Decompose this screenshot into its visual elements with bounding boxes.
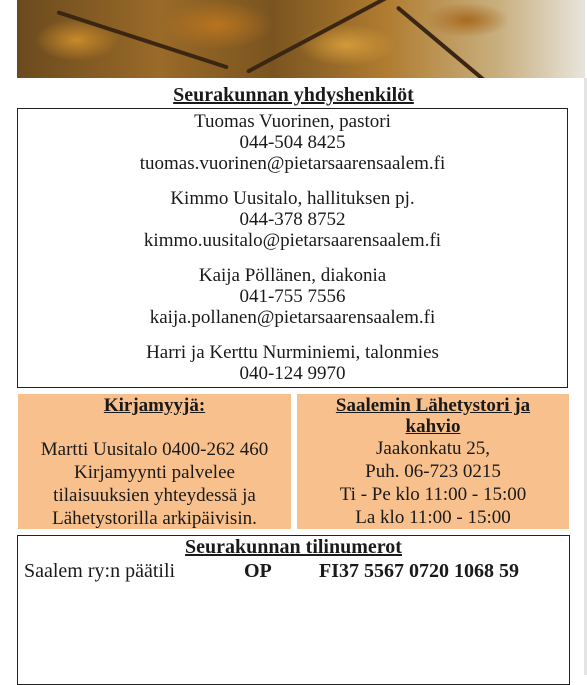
bookseller-line: Lähetystorilla arkipäivisin. (52, 508, 257, 529)
account-iban: FI37 5567 0720 1068 59 (319, 560, 519, 582)
bookseller-line: tilaisuuksien yhteydessä ja (53, 485, 256, 506)
contact-card (18, 188, 567, 251)
bookseller-line: Kirjamyynti palvelee (74, 462, 235, 483)
mission-store-line: La klo 11:00 - 15:00 (355, 507, 511, 528)
contact-name: Kaija Pöllänen, diakonia (198, 265, 387, 286)
bookseller-line: Martti Uusitalo 0400-262 460 (40, 439, 269, 460)
contact-email: kimmo.uusitalo@pietarsaarensaalem.fi (143, 230, 442, 251)
mission-store-line: Jaakonkatu 25, (376, 438, 490, 459)
contact-email: tuomas.vuorinen@pietarsaarensaalem.fi (139, 153, 446, 174)
contact-name: Tuomas Vuorinen, pastori (194, 111, 391, 132)
contact-card (18, 342, 567, 384)
mission-store-title: Saalemin Lähetystori ja (335, 395, 531, 416)
contacts-title: Seurakunnan yhdyshenkilöt (173, 84, 414, 106)
bookseller-panel (18, 394, 291, 529)
contact-name: Kimmo Uusitalo, hallituksen pj. (170, 188, 415, 209)
contact-phone: 041-755 7556 (239, 286, 346, 307)
mission-store-line: Puh. 06-723 0215 (365, 461, 501, 482)
contacts-box (17, 108, 568, 388)
header-photo (17, 0, 585, 78)
mission-store-panel (297, 394, 569, 529)
contact-card (18, 111, 567, 174)
contact-phone: 044-378 8752 (239, 209, 346, 230)
contact-name: Harri ja Kerttu Nurminiemi, talonmies (146, 342, 439, 363)
contact-email: kaija.pollanen@pietarsaarensaalem.fi (149, 307, 436, 328)
account-row (18, 558, 569, 584)
mission-store-line: Ti - Pe klo 11:00 - 15:00 (339, 484, 527, 505)
account-bank: OP (244, 560, 272, 582)
account-name: Saalem ry:n päätili (24, 560, 176, 582)
bookseller-title: Kirjamyyjä: (103, 395, 206, 416)
contact-card (18, 265, 567, 328)
contact-phone: 040-124 9970 (239, 363, 346, 384)
accounts-title: Seurakunnan tilinumerot (185, 536, 402, 558)
accounts-box (17, 535, 570, 685)
mission-store-title: kahvio (405, 416, 461, 437)
contact-phone: 044-504 8425 (239, 132, 346, 153)
